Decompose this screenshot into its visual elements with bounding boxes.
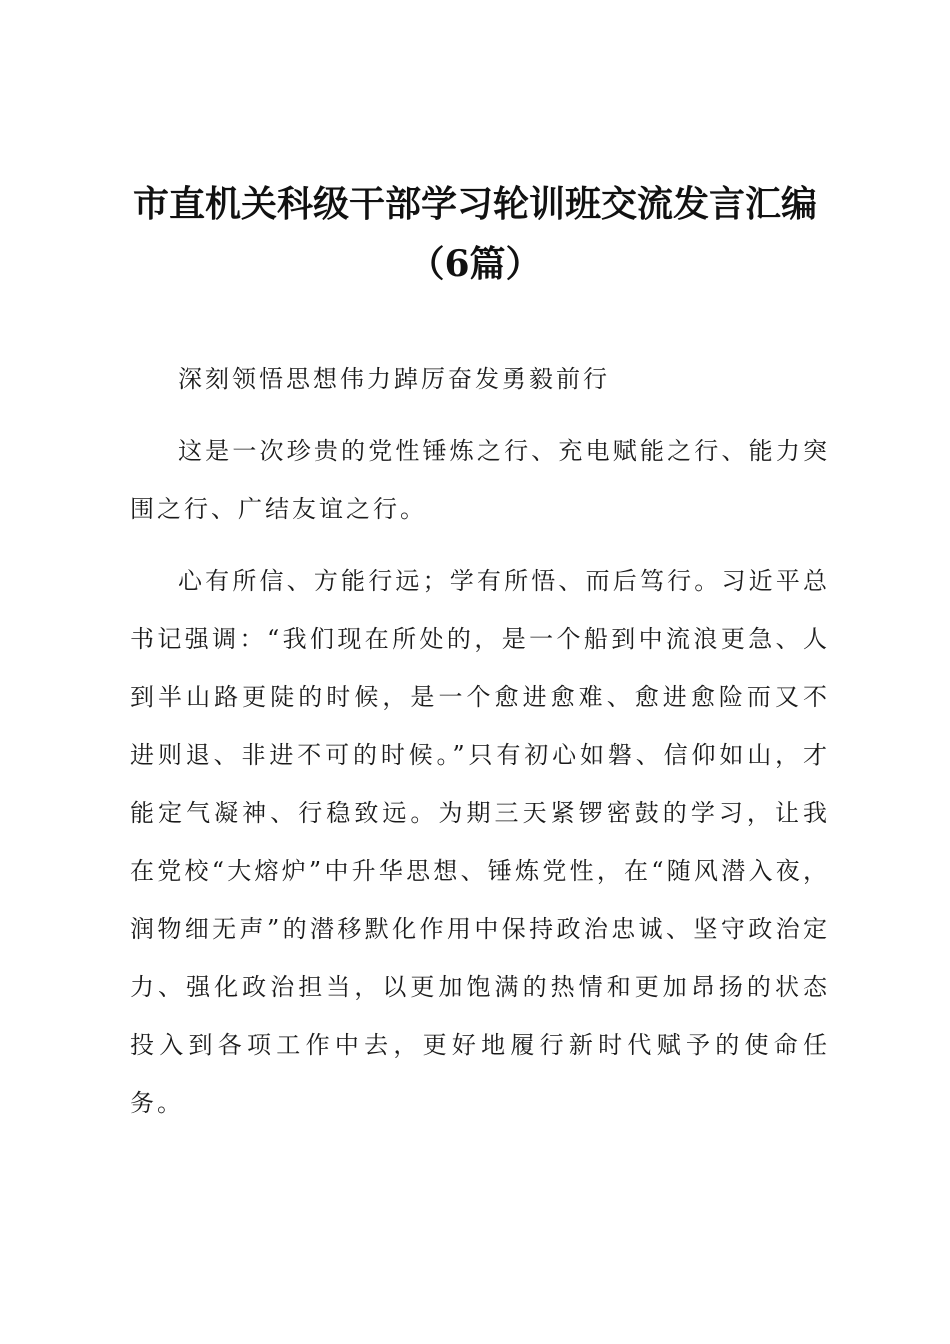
title-count: （6篇） [408,243,542,285]
paragraph-2 [130,552,830,1132]
section-heading [130,350,830,408]
section-heading-text: 深刻领悟思想伟力踔厉奋发勇毅前行 [178,365,610,393]
document-title [0,178,950,290]
title-main: 市直机关科级干部学习轮训班交流发言汇编 [132,183,817,225]
paragraph-1-text: 这是一次珍贵的党性锤炼之行、充电赋能之行、能力突围之行、广结友谊之行。 [130,437,830,523]
paragraph-2-text: 心有所信、方能行远；学有所悟、而后笃行。习近平总书记强调：“我们现在所处的，是一个船到中流浪更急、人到半山路更陡的时候，是一个愈进愈难、愈进愈险而又不进则退、非进不可的时候。”只有初心如磐、信仰如山，才能定气凝神、行稳致远。为期三天紧锣密鼓的学习，让我在党校“大熔炉”中升华思想、锤炼党性，在“随风潜入夜，润物细无声”的潜移默化作用中保持政治忠诚、坚守政治定力、强化政治担当，以更加饱满的热情和更加昂扬的状态投入到各项工作中去，更好地履行新时代赋予的使命任务。 [130,567,830,1117]
paragraph-1 [130,422,830,538]
